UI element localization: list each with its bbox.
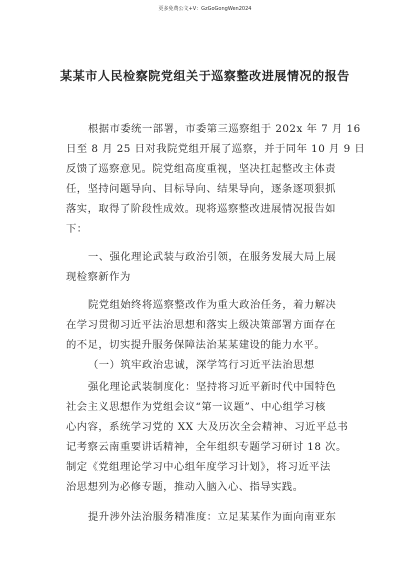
body-line: 任，坚持问题导向、目标导向、结果导向，逐条逐项狠抓: [66, 183, 336, 195]
body-line: 记考察云南重要讲话精神，全年组织专题学习研讨 18 次。: [66, 441, 347, 453]
body-line: 社会主义思想作为党组会议“第一议题”、中心组学习核: [66, 401, 326, 413]
body-line: 强化理论武装制度化：坚持将习近平新时代中国特色: [88, 381, 337, 393]
document-title: 某某市人民检察院党组关于巡察整改进展情况的报告: [60, 69, 350, 83]
body-line: 日至 8 月 25 日对我院党组开展了巡察，并于同年 10 月 9 日: [66, 143, 366, 155]
watermark-text: 更多免费公文+V：GzGoGongWen2024: [158, 6, 252, 12]
body-line: 下：: [66, 223, 88, 235]
body-line: 制定《党组理论学习中心组年度学习计划》，将习近平法: [66, 461, 331, 473]
body-line: 心内容，系统学习党的 XX 大及历次全会精神、习近平总书: [66, 421, 349, 433]
body-line: 根据市委统一部署，市委第三巡察组于 202x 年 7 月 16: [88, 123, 361, 135]
body-line: 提升涉外法治服务精准度：立足某某作为面向南亚东: [88, 511, 337, 523]
body-line: 治思想列为必修专题，推动入脑入心、指导实践。: [66, 481, 304, 493]
section-heading-line: 现检察新作为: [66, 271, 131, 283]
body-line: 的不足，切实提升服务保障法治某某建设的能力水平。: [66, 339, 326, 351]
body-line: 在学习贯彻习近平法治思想和落实上级决策部署方面存在: [66, 319, 336, 331]
body-line: 落实，取得了阶段性成效。现将巡察整改进展情况报告如: [66, 203, 336, 215]
section-heading-line: 一、强化理论武装与政治引领，在服务发展大局上展: [88, 251, 337, 263]
body-line: 院党组始终将巡察整改作为重大政治任务，着力解决: [88, 299, 337, 311]
subsection-heading-line: （一）筑牢政治忠诚，深学笃行习近平法治思想: [88, 359, 315, 371]
body-line: 反馈了巡察意见。院党组高度重视，坚决扛起整改主体责: [66, 163, 336, 175]
